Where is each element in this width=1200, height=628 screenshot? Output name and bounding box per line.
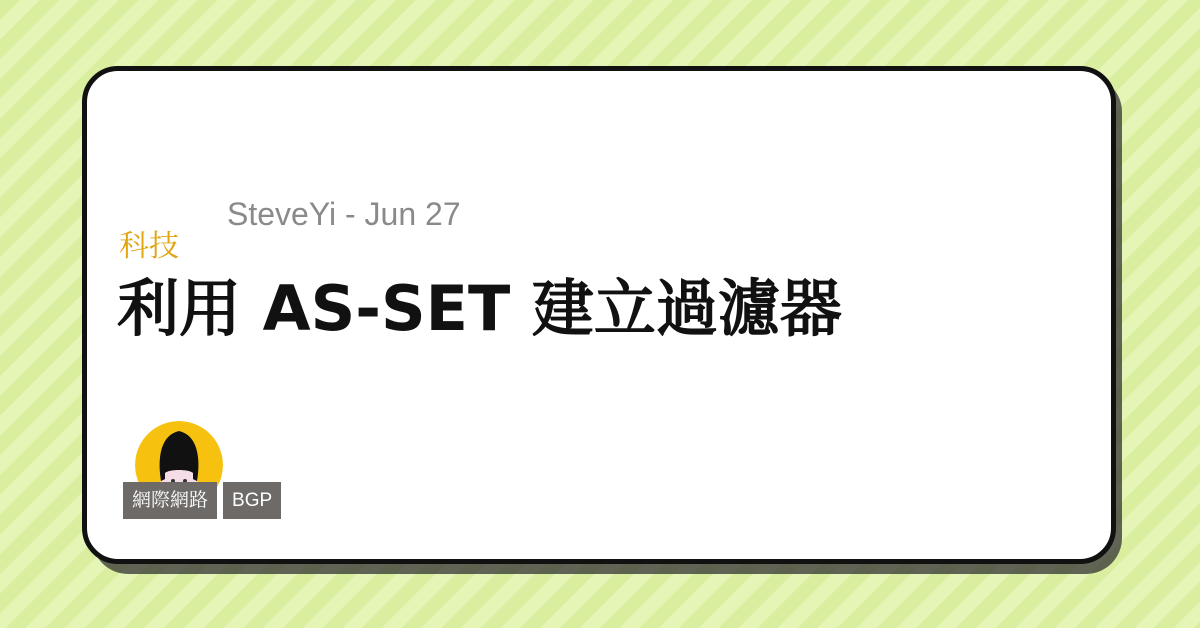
category-label[interactable]: 科技 (119, 230, 179, 263)
tag-list (123, 482, 281, 519)
post-card[interactable] (82, 66, 1116, 564)
tag-bgp[interactable]: BGP (223, 482, 281, 519)
post-title[interactable]: 利用 AS-SET 建立過濾器 (117, 272, 842, 345)
post-meta: SteveYi - Jun 27 (227, 196, 461, 232)
tag-internet[interactable]: 網際網路 (123, 482, 217, 519)
